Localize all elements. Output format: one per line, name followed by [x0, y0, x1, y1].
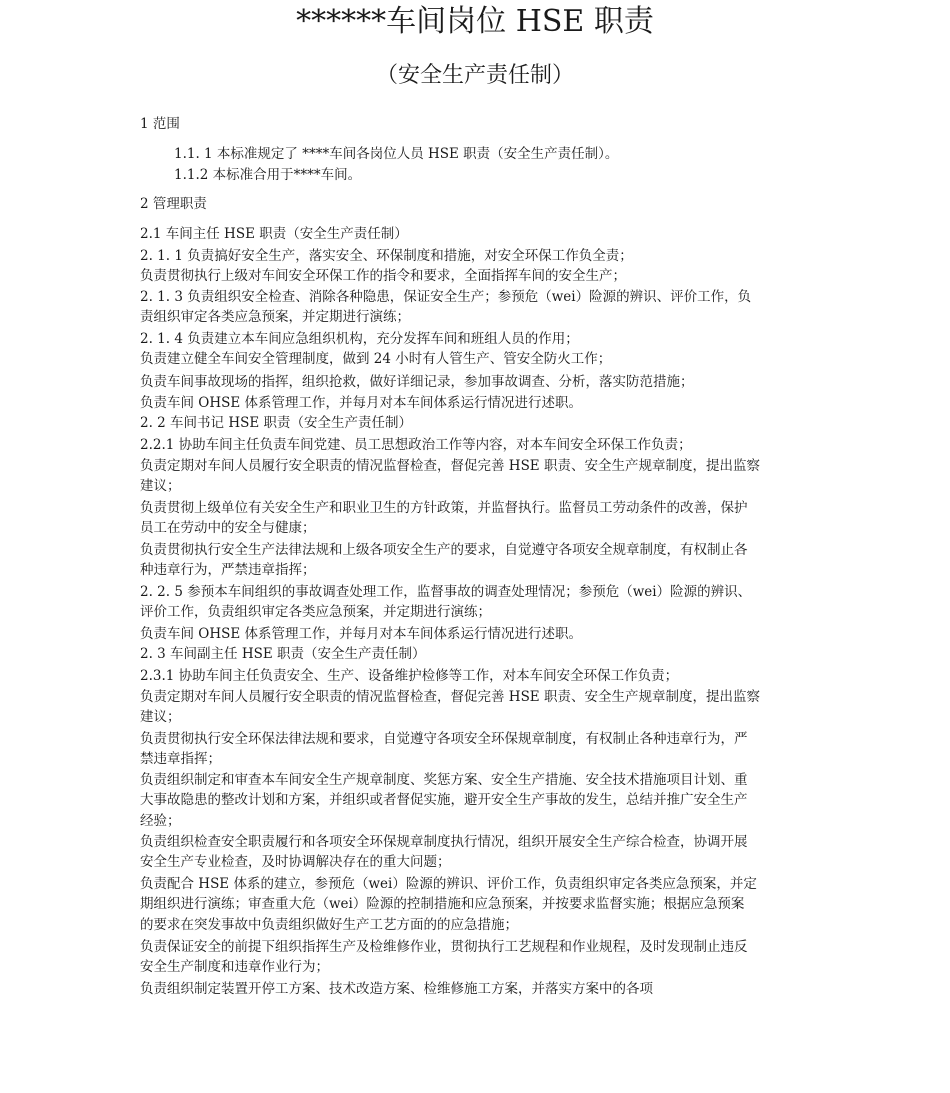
paragraph-line: 负责建立健全车间安全管理制度，做到 24 小时有人管生产、管安全防火工作；	[140, 351, 612, 367]
paragraph-line: 负责保证安全的前提下组织指挥生产及检维修作业，贯彻执行工艺规程和作业规程，及时发现制止违反	[140, 939, 748, 955]
paragraph-line: 期组织进行演练；审查重大危（wei）险源的控制措施和应急预案，并按要求监督实施；根据应急预案	[140, 896, 745, 912]
paragraph-line: 负责组织制定和审查本车间安全生产规章制度、奖惩方案、安全生产措施、安全技术措施项目计划、重	[140, 772, 748, 788]
paragraph-line: 建议；	[140, 478, 181, 494]
paragraph-line: 评价工作，负责组织审定各类应急预案，并定期进行演练；	[140, 604, 491, 620]
paragraph-line: 负责组织检查安全职责履行和各项安全环保规章制度执行情况，组织开展安全生产综合检查，协调开展	[140, 834, 748, 850]
paragraph-line: 负责组织制定装置开停工方案、技术改造方案、检维修施工方案，并落实方案中的各项	[140, 981, 653, 997]
paragraph-line: 负责配合 HSE 体系的建立，参预危（wei）险源的辨识、评价工作，负责组织审定各类应急预案，并定	[140, 876, 757, 892]
subsection-heading: 2.1 车间主任 HSE 职责（安全生产责任制）	[140, 226, 408, 242]
paragraph-line: 员工在劳动中的安全与健康；	[140, 520, 316, 536]
paragraph-line: 负责定期对车间人员履行安全职责的情况监督检查，督促完善 HSE 职责、安全生产规章制度，提出监察	[140, 458, 760, 474]
paragraph-line: 安全生产制度和违章作业行为；	[140, 959, 329, 975]
paragraph-line: 经验；	[140, 813, 181, 829]
paragraph-line: 负责车间 OHSE 体系管理工作，并每月对本车间体系运行情况进行述职。	[140, 626, 583, 642]
paragraph-line: 1.1. 1 本标准规定了 ****车间各岗位人员 HSE 职责（安全生产责任制）。	[174, 146, 619, 162]
page-title: ******车间岗位 HSE 职责	[296, 4, 654, 39]
paragraph-line: 种违章行为，严禁违章指挥；	[140, 562, 316, 578]
paragraph-line: 的要求在突发事故中负责组织做好生产工艺方面的的应急措施；	[140, 917, 518, 933]
paragraph-line: 2.2.1 协助车间主任负责车间党建、员工思想政治工作等内容，对本车间安全环保工作负责；	[140, 437, 692, 453]
paragraph-line: 2. 2. 5 参预本车间组织的事故调查处理工作，监督事故的调查处理情况；参预危（wei）险源的辨识、	[140, 584, 752, 600]
paragraph-line: 2. 1. 4 负责建立本车间应急组织机构，充分发挥车间和班组人员的作用；	[140, 331, 579, 347]
paragraph-line: 负责贯彻执行安全生产法律法规和上级各项安全生产的要求，自觉遵守各项安全规章制度，有权制止各	[140, 542, 748, 558]
paragraph-line: 2.3.1 协助车间主任负责安全、生产、设备维护检修等工作，对本车间安全环保工作负责；	[140, 668, 679, 684]
paragraph-line: 禁违章指挥；	[140, 751, 221, 767]
paragraph-line: 负责贯彻执行安全环保法律法规和要求，自觉遵守各项安全环保规章制度，有权制止各种违章行为，严	[140, 731, 748, 747]
paragraph-line: 负责贯彻上级单位有关安全生产和职业卫生的方针政策，并监督执行。监督员工劳动条件的改善，保护	[140, 500, 748, 516]
page-subtitle: （安全生产责任制）	[375, 63, 574, 88]
paragraph-line: 大事故隐患的整改计划和方案，并组织或者督促实施，避开安全生产事故的发生，总结并推广安全生产	[140, 792, 748, 808]
paragraph-line: 负责定期对车间人员履行安全职责的情况监督检查，督促完善 HSE 职责、安全生产规章制度，提出监察	[140, 689, 760, 705]
paragraph-line: 1.1.2 本标准合用于****车间。	[174, 167, 362, 183]
section-heading: 1 范围	[140, 116, 180, 132]
paragraph-line: 建议；	[140, 709, 181, 725]
paragraph-line: 负责车间事故现场的指挥，组织抢救，做好详细记录，参加事故调查、分析，落实防范措施；	[140, 374, 694, 390]
paragraph-line: 2. 1. 3 负责组织安全检查、消除各种隐患，保证安全生产；参预危（wei）险源的辨识、评价工作，负	[140, 289, 752, 305]
paragraph-line: 责组织审定各类应急预案，并定期进行演练；	[140, 309, 410, 325]
paragraph-line: 2. 1. 1 负责搞好安全生产，落实安全、环保制度和措施，对安全环保工作负全责；	[140, 248, 633, 264]
paragraph-line: 安全生产专业检查，及时协调解决存在的重大问题；	[140, 854, 451, 870]
subsection-heading: 2. 3 车间副主任 HSE 职责（安全生产责任制）	[140, 646, 426, 662]
subsection-heading: 2. 2 车间书记 HSE 职责（安全生产责任制）	[140, 415, 413, 431]
paragraph-line: 负责贯彻执行上级对车间安全环保工作的指令和要求，全面指挥车间的安全生产；	[140, 268, 626, 284]
section-heading: 2 管理职责	[140, 196, 207, 212]
paragraph-line: 负责车间 OHSE 体系管理工作，并每月对本车间体系运行情况进行述职。	[140, 395, 583, 411]
